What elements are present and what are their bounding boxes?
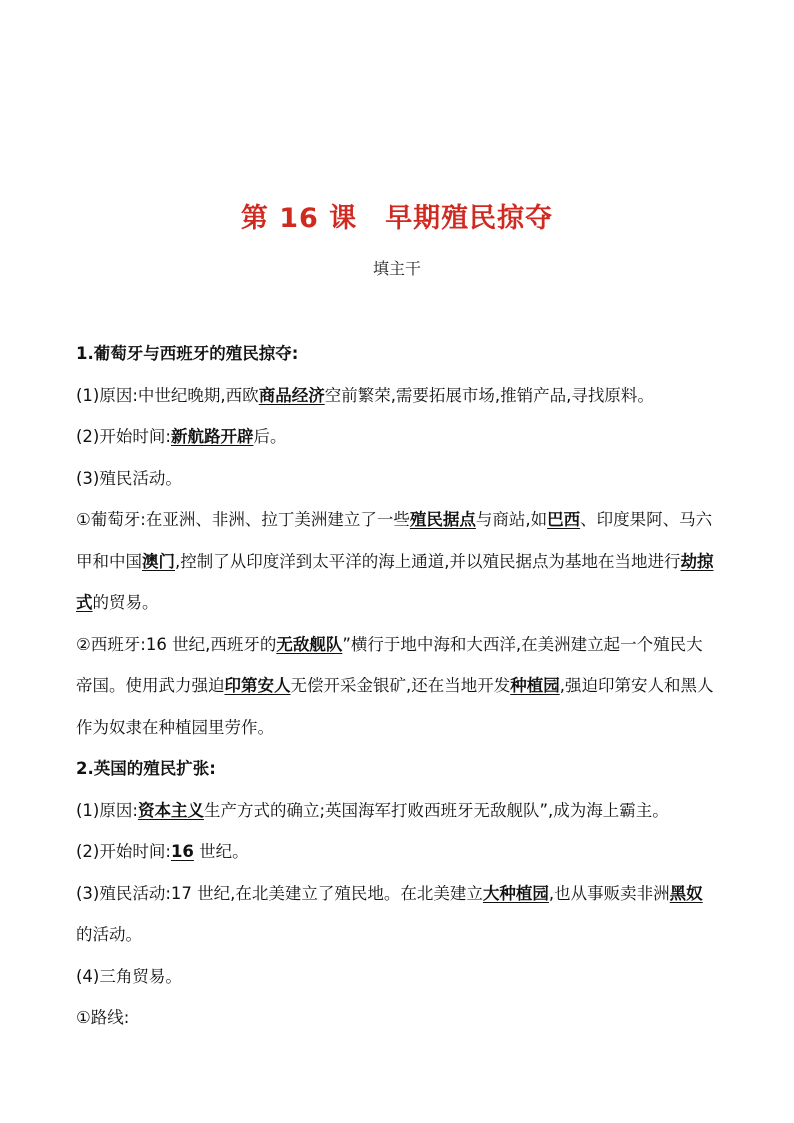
answer-blank: 澳门 — [142, 551, 175, 571]
answer-blank: 大种植园 — [482, 883, 549, 903]
answer-blank: 无敌舰队 — [276, 634, 343, 654]
answer-blank: 劫掠式 — [76, 551, 714, 612]
answer-blank: 资本主义 — [137, 800, 204, 820]
section-1-heading: 1.葡萄牙与西班牙的殖民掠夺: — [76, 344, 299, 363]
answer-blank: 巴西 — [547, 510, 581, 529]
section-1-reason: (1)原因:中世纪晚期,西欧商品经济空前繁荣,需要拓展市场,推销产品,寻找原料。 — [76, 385, 654, 405]
spain-paragraph: ②西班牙:16 世纪,西班牙的无敌舰队”横行于地中海和大西洋,在美洲建立起一个殖民大帝国。使用武力强迫印第安人无偿开采金银矿,还在当地开发种植园,强迫印第安人和黑人作为奴隶在种植园里劳作。 — [76, 634, 714, 737]
section-2-activity: (3)殖民活动:17 世纪,在北美建立了殖民地。在北美建立大种植园,也从事贩卖非洲黑奴的活动。 — [76, 883, 703, 944]
section-2-triangle-trade: (4)三角贸易。 — [76, 966, 182, 986]
section-2-heading: 2.英国的殖民扩张: — [76, 759, 216, 778]
answer-blank: 商品经济 — [258, 385, 325, 405]
document-body — [76, 333, 719, 1039]
section-2-reason: (1)原因:资本主义生产方式的确立;英国海军打败西班牙无敌舰队”,成为海上霸主。 — [76, 800, 669, 820]
section-2-route: ①路线: — [76, 1008, 130, 1027]
page-title — [0, 196, 794, 235]
section-1-start: (2)开始时间:新航路开辟后。 — [76, 427, 287, 446]
lesson-name: 早期殖民掠夺 — [385, 203, 554, 234]
lesson-number: 第 16 课 — [240, 203, 358, 234]
answer-blank: 新航路开辟 — [170, 427, 254, 446]
section-1-activity: (3)殖民活动。 — [76, 468, 182, 488]
answer-blank: 种植园 — [510, 676, 560, 695]
answer-blank: 殖民据点 — [409, 510, 476, 529]
answer-blank: 黑奴 — [669, 883, 703, 903]
subtitle: 填主干 — [372, 259, 421, 278]
portugal-paragraph: ①葡萄牙:在亚洲、非洲、拉丁美洲建立了一些殖民据点与商站,如巴西、印度果阿、马六甲和中国澳门,控制了从印度洋到太平洋的海上通道,并以殖民据点为基地在当地进行劫掠式的贸易。 — [76, 510, 714, 612]
answer-blank: 印第安人 — [224, 676, 291, 695]
section-2-start: (2)开始时间:16 世纪。 — [76, 842, 249, 861]
answer-blank: 16 — [170, 842, 194, 861]
